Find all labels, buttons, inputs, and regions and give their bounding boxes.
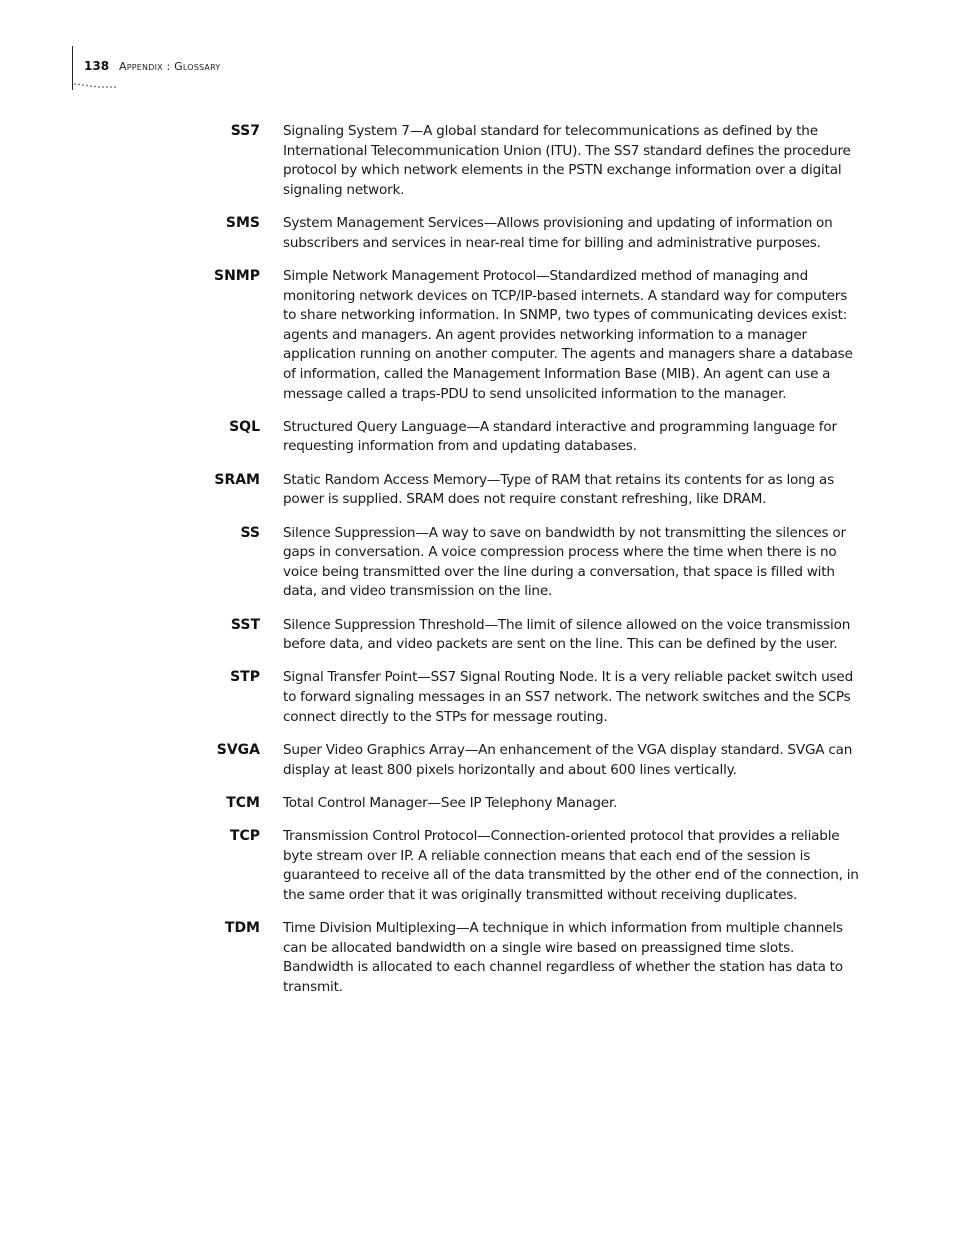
glossary-entry <box>0 524 954 602</box>
glossary-definition: Silence Suppression Threshold—The limit of silence allowed on the voice transmission before data, and video packets are sent on the line. This can be defined by the user. <box>283 616 851 653</box>
glossary-entry <box>0 741 954 780</box>
glossary-definition: Structured Query Language—A standard interactive and programming language for requesting information from and updating databases. <box>283 418 837 455</box>
glossary-entry <box>0 616 954 655</box>
glossary-term: SS7 <box>230 123 260 139</box>
glossary-term: SQL <box>229 418 260 435</box>
glossary-entry <box>0 267 954 404</box>
glossary-definition: Static Random Access Memory—Type of RAM that retains its contents for as long as power is supplied. SRAM does not require constant refreshing, like DRAM. <box>283 471 834 508</box>
page-number: 138 <box>84 59 110 73</box>
glossary-term: STP <box>230 669 260 686</box>
glossary-definition: Silence Suppression—A way to save on bandwidth by not transmitting the silences or gaps in conversation. A voice compression process where the time when there is no voice being transmitted over the line during a conversation, that space is filled with data, and video transmission on the line. <box>283 524 846 600</box>
glossary-entry <box>0 827 954 905</box>
glossary-term: SS <box>240 524 260 541</box>
glossary-term: SMS <box>225 215 260 232</box>
glossary-entry <box>0 794 954 814</box>
glossary-entry <box>0 668 954 727</box>
running-title: Appendix : Glossary <box>119 60 221 73</box>
glossary-definition: Super Video Graphics Array—An enhancement of the VGA display standard. SVGA can display at least 800 pixels horizontally and about 600 lines vertically. <box>283 741 853 778</box>
glossary-definition: Simple Network Management Protocol—Standardized method of managing and monitoring network devices on TCP/IP-based internets. A standard way for computers to share networking information. In SNMP, two types of communicating devices exist: agents and managers. An agent provides networking information to a manager application running on another computer. The agents and managers share a database of information, called the Management Information Base (MIB). An agent can use a message called a traps-PDU to send unsolicited information to the manager. <box>283 267 853 402</box>
glossary-term: SVGA <box>216 741 260 758</box>
glossary-definition: System Management Services—Allows provisioning and updating of information on subscribers and services in near-real time for billing and administrative purposes. <box>283 215 833 251</box>
glossary-term: TCM <box>226 794 260 811</box>
glossary-term: TCP <box>229 828 260 845</box>
glossary-entry <box>0 214 954 253</box>
glossary-definition: Signaling System 7—A global standard for telecommunications as defined by the International Telecommunication Union (ITU). The SS7 standard defines the procedure protocol by which network elements in the PSTN exchange information over a digital signaling network. <box>283 123 851 198</box>
glossary-definition: Total Control Manager—See IP Telephony Manager. <box>283 794 618 811</box>
glossary-definition: Transmission Control Protocol—Connection-oriented protocol that provides a reliable byte stream over IP. A reliable connection means that each end of the session is guaranteed to receive all of the data transmitted by the other end of the connection, in the same order that it was originally transmitted without receiving duplicates. <box>283 828 859 903</box>
glossary-entry <box>0 471 954 510</box>
glossary-entry <box>0 122 954 200</box>
glossary-definition: Time Division Multiplexing—A technique in which information from multiple channels can be allocated bandwidth on a single wire based on preassigned time slots. Bandwidth is allocated to each channel regardless of whether the station has data to transmit. <box>283 920 843 995</box>
glossary-term: SNMP <box>214 267 260 284</box>
glossary-term: TDM <box>224 920 260 937</box>
glossary-term: SST <box>230 616 260 633</box>
glossary-entry <box>0 418 954 457</box>
header-dotted-rule <box>73 83 117 89</box>
glossary-term: SRAM <box>214 471 260 488</box>
page-header <box>72 46 272 92</box>
glossary-entry <box>0 919 954 997</box>
glossary-list <box>0 122 954 1011</box>
glossary-definition: Signal Transfer Point—SS7 Signal Routing Node. It is a very reliable packet switch used to forward signaling messages in an SS7 network. The network switches and the SCPs connect directly to the STPs for message routing. <box>283 669 853 725</box>
